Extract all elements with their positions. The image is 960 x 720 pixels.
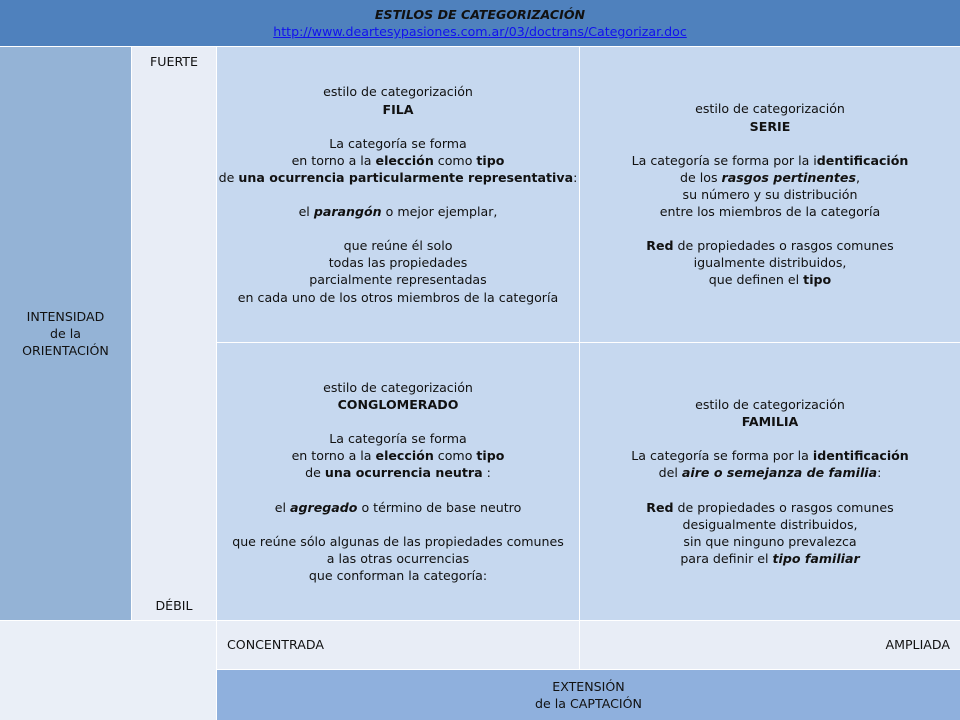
familia-text: La categoría se forma por la [631, 448, 813, 464]
conglomerado-name: CONGLOMERADO [337, 397, 459, 413]
serie-bold: tipo [803, 272, 832, 288]
familia-name: FAMILIA [741, 414, 799, 430]
column-label-extended-cell [580, 621, 960, 669]
row-label-weak: DÉBIL [155, 598, 193, 613]
fila-text: en torno a la [291, 152, 376, 168]
familia-text: para definir el [680, 550, 773, 566]
familia-bold-italic: aire o semejanza de familia [681, 465, 878, 481]
quadrant-fila [217, 47, 579, 342]
fila-line: en cada uno de los otros miembros de la categoría [237, 289, 559, 305]
fila-text: el [298, 204, 314, 219]
fila-line: estilo de categorización [323, 84, 473, 100]
fila-bold: elección [375, 152, 434, 168]
fila-line: que reúne él solo [343, 238, 453, 254]
conglomerado-line: estilo de categorización [323, 379, 473, 395]
serie-text: de los [680, 169, 722, 185]
familia-line: estilo de categorización [695, 397, 845, 412]
conglomerado-text: en torno a la [291, 448, 376, 464]
familia-line [580, 464, 960, 481]
fila-bold-italic: parangón [313, 204, 382, 219]
intensity-axis-label [22, 308, 109, 359]
extension-axis-cell [217, 670, 960, 720]
column-label-concentrated-cell [217, 621, 579, 669]
serie-line: estilo de categorización [695, 101, 845, 117]
familia-line [580, 499, 960, 516]
familia-style-name [580, 413, 960, 430]
familia-bold: Red [646, 499, 674, 515]
fila-line [217, 203, 579, 220]
fila-line: todas las propiedades [328, 255, 468, 271]
conglomerado-style-name [217, 396, 579, 413]
familia-line [580, 447, 960, 464]
familia-text: del [658, 465, 682, 481]
conglomerado-bold: elección [375, 448, 434, 464]
fila-text: como [433, 152, 477, 168]
conglomerado-line [217, 464, 579, 481]
fila-line [217, 152, 579, 169]
fila-text: o mejor ejemplar, [381, 204, 498, 219]
column-label-concentrated: CONCENTRADA [227, 637, 324, 653]
intensity-axis-line-3: ORIENTACIÓN [22, 343, 109, 359]
conglomerado-text: de [305, 465, 325, 481]
conglomerado-line [217, 499, 579, 516]
intensity-axis-line-2: de la [50, 325, 81, 341]
row-label-strong: FUERTE [150, 54, 198, 69]
fila-text: : [573, 169, 578, 185]
conglomerado-line: La categoría se forma [329, 431, 467, 447]
intensity-axis-cell [0, 47, 131, 620]
serie-text: La categoría se forma por la i [631, 152, 817, 168]
fila-text: de [218, 169, 239, 185]
intensity-axis-line-1: INTENSIDAD [26, 308, 105, 324]
conglomerado-text: o término de base neutro [357, 499, 522, 515]
serie-line: entre los miembros de la categoría [659, 204, 881, 220]
fila-line: parcialmente representadas [309, 272, 487, 288]
familia-text: de propiedades o rasgos comunes [673, 499, 894, 515]
familia-bold-italic: tipo familiar [772, 550, 860, 566]
conglomerado-bold: tipo [476, 448, 505, 464]
serie-style-name [580, 118, 960, 135]
conglomerado-bold-italic: agregado [289, 499, 358, 515]
serie-line [580, 237, 960, 254]
conglomerado-line: que conforman la categoría: [308, 567, 488, 583]
conglomerado-text: como [433, 448, 477, 464]
serie-bold: dentificación [816, 152, 909, 168]
serie-line: igualmente distribuidos, [693, 255, 847, 271]
source-link[interactable]: http://www.deartesypasiones.com.ar/03/doctrans/Categorizar.doc [273, 24, 687, 39]
familia-line: sin que ninguno prevalezca [683, 533, 857, 549]
conglomerado-line [217, 447, 579, 464]
serie-name: SERIE [749, 118, 791, 134]
strength-column [132, 47, 216, 620]
column-label-extended: AMPLIADA [885, 637, 950, 653]
fila-name: FILA [382, 101, 414, 117]
empty-corner-cell [0, 621, 216, 720]
serie-bold: Red [646, 238, 674, 254]
serie-bold-italic: rasgos pertinentes [721, 169, 856, 185]
table-title: ESTILOS DE CATEGORIZACIÓN [374, 6, 586, 22]
fila-line: La categoría se forma [329, 135, 467, 151]
conglomerado-line: a las otras ocurrencias [326, 550, 470, 566]
conglomerado-line: que reúne sólo algunas de las propiedades comunes [232, 533, 564, 549]
serie-line: su número y su distribución [682, 186, 858, 202]
extension-axis-line-2: de la CAPTACIÓN [535, 696, 642, 711]
fila-bold: una ocurrencia particularmente representativa [238, 169, 574, 185]
serie-text: de propiedades o rasgos comunes [673, 238, 894, 254]
conglomerado-text: : [482, 465, 491, 481]
conglomerado-text: el [274, 499, 290, 515]
familia-line [580, 550, 960, 567]
familia-bold: identificación [812, 448, 909, 464]
fila-line [217, 169, 579, 186]
fila-bold: tipo [476, 152, 505, 168]
extension-axis-line-1: EXTENSIÓN [552, 678, 625, 694]
fila-style-name [217, 101, 579, 118]
serie-text: que definen el [708, 272, 804, 288]
serie-line [580, 169, 960, 186]
quadrant-conglomerado [217, 343, 579, 620]
title-cell [0, 0, 960, 46]
serie-line [580, 152, 960, 169]
conglomerado-bold: una ocurrencia neutra [324, 465, 483, 481]
familia-line: desigualmente distribuidos, [682, 516, 858, 532]
quadrant-familia [580, 343, 960, 620]
familia-text: : [877, 465, 882, 481]
serie-line [580, 271, 960, 288]
quadrant-serie [580, 47, 960, 342]
serie-text: , [855, 169, 860, 185]
